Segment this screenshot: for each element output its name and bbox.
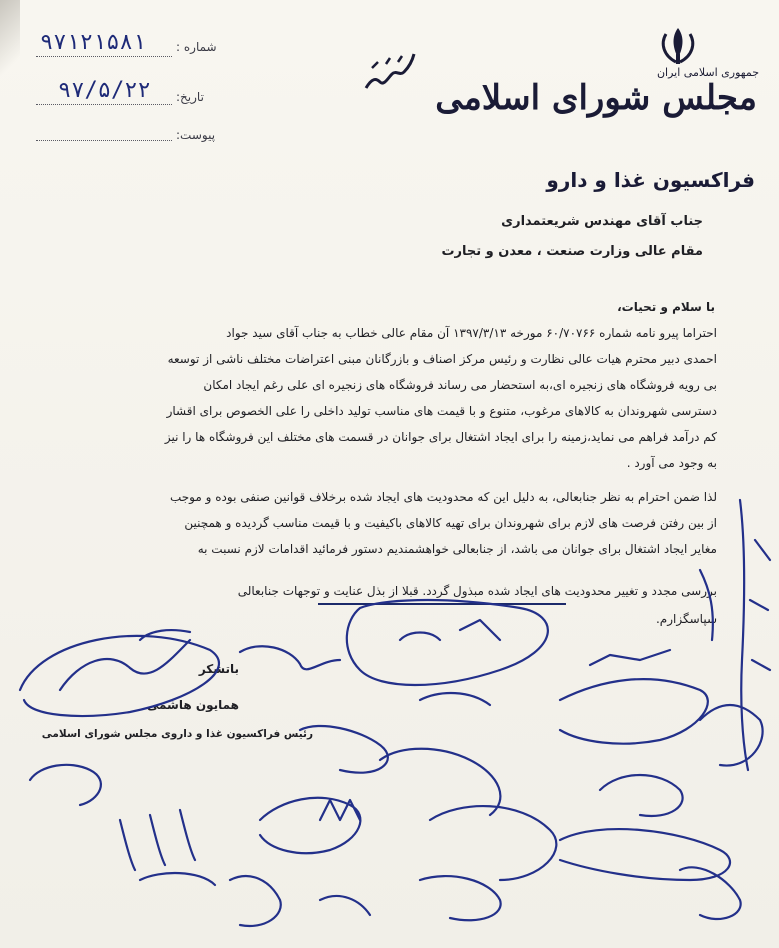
body-line: احتراما پیرو نامه شماره ۶۰/۷۰۷۶۶ مورخه ۱۳۹۷/۳/۱۳ آن مقام عالی خطاب به جناب آقای سید جواد bbox=[226, 326, 717, 340]
parliament-title: مجلس شورای اسلامی bbox=[435, 78, 757, 118]
date-line bbox=[36, 104, 172, 105]
body-line: لذا ضمن احترام به نظر جنابعالی، به دلیل این که محدودیت های ایجاد شده برخلاف قوانین صنفی بوده و موجب bbox=[169, 490, 717, 504]
body-line: دسترسی شهروندان به کالاهای مرغوب، متنوع و با قیمت های مناسب تولید داخلی را علی الخصوص برای اقشار bbox=[166, 404, 717, 418]
paper-crease bbox=[0, 0, 20, 90]
faction-title: فراکسیون غذا و دارو bbox=[546, 168, 755, 192]
attachment-label: پیوست: bbox=[176, 128, 216, 142]
recipient-name: جناب آقای مهندس شریعتمداری bbox=[501, 214, 703, 229]
recipient-title: مقام عالی وزارت صنعت ، معدن و تجارت bbox=[441, 244, 703, 259]
body-line: مغایر ایجاد اشتغال برای جوانان می باشد، از جنابعالی خواهشمندیم دستور فرمائید اقدامات لازم نسبت به bbox=[197, 542, 717, 556]
number-line bbox=[36, 56, 172, 57]
republic-label: جمهوری اسلامی ایران bbox=[656, 66, 759, 79]
attachment-line bbox=[36, 140, 172, 141]
body-line: احمدی دبیر محترم هیات عالی نظارت و رئیس مرکز اصناف و بازرگانان مبنی اعتراضات مختلف ناشی از توسعه bbox=[167, 352, 717, 366]
date-label: تاریخ: bbox=[176, 90, 204, 104]
body-line: از بین رفتن فرصت های لازم برای شهروندان برای تهیه کالاهای باکیفیت و با قیمت مناسب گردیده و همچنین bbox=[184, 516, 717, 530]
body-line: کم درآمد فراهم می نماید،زمینه را برای ایجاد اشتغال برای جوانان در قسمت های مختلف این فروشگاه ها را نیز bbox=[164, 430, 717, 444]
date-value: ۹۷/۵/۲۲ bbox=[58, 78, 151, 103]
thanks-label: باتشکر bbox=[198, 662, 239, 676]
signer-role: رئیس فراکسیون غذا و داروی مجلس شورای اسلامی bbox=[41, 728, 313, 740]
body-line: بررسی مجدد و تغییر محدودیت های ایجاد شده مبذول گردد. قبلا از بذل عنایت و توجهات جنابعالی bbox=[237, 584, 717, 598]
body-line: به وجود می آورد . bbox=[626, 456, 717, 470]
signer-name: همایون هاشمی bbox=[146, 698, 239, 712]
greeting: با سلام و تحیات، bbox=[617, 300, 715, 314]
body-line: بی رویه فروشگاه های زنجیره ای،به استحضار می رساند فروشگاه های زنجیره ای علی رغم ایجاد امکان bbox=[203, 378, 717, 392]
number-label: شماره : bbox=[176, 40, 217, 54]
iran-emblem-icon bbox=[656, 24, 700, 68]
ink-underline bbox=[318, 603, 566, 605]
number-value: ۹۷۱۲۱۵۸۱ bbox=[40, 30, 146, 55]
bismillah-calligraphy bbox=[362, 48, 418, 94]
body-line: سپاسگزارم. bbox=[655, 612, 717, 626]
